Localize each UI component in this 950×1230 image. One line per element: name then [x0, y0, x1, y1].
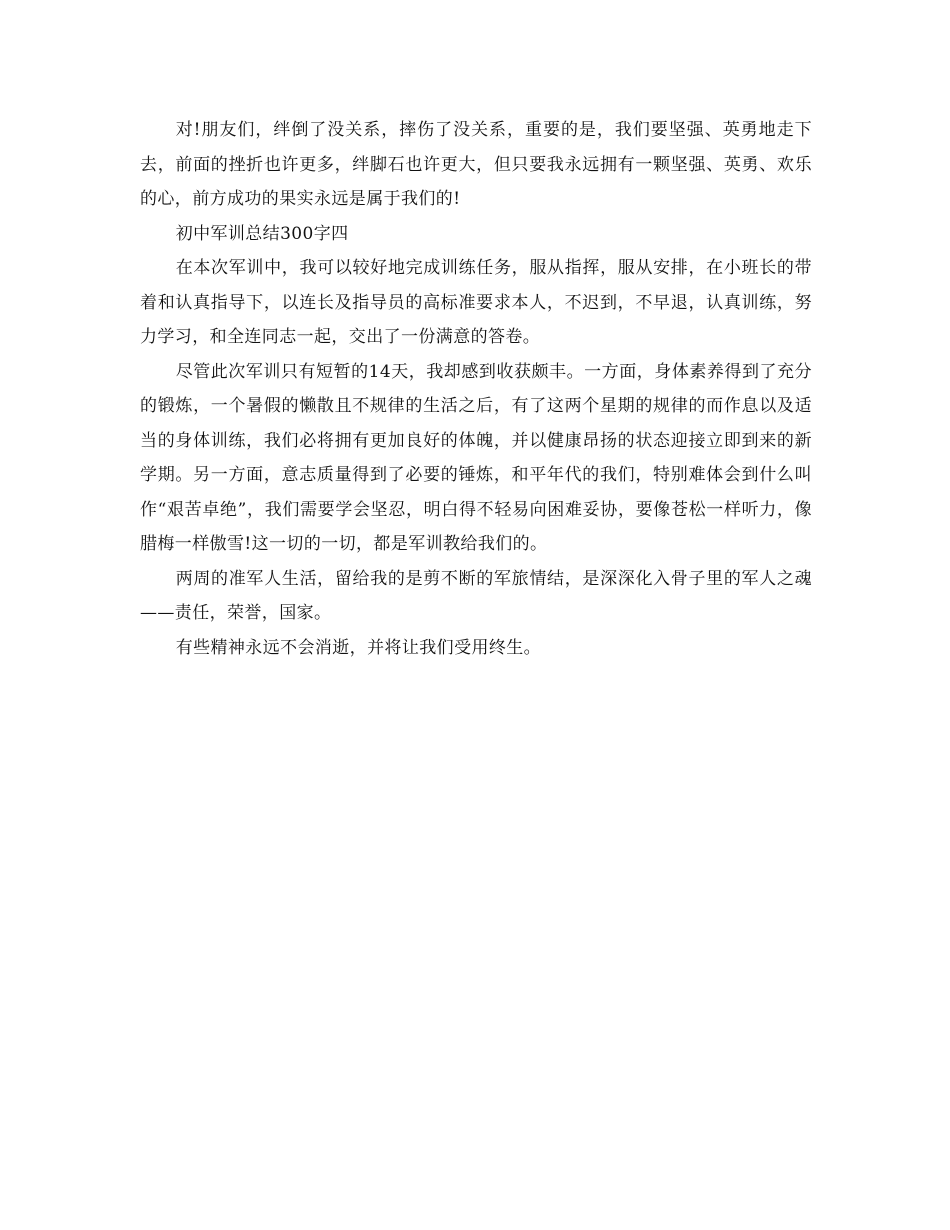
paragraph-training-performance: 在本次军训中，我可以较好地完成训练任务，服从指挥，服从安排，在小班长的带着和认真指导下，以连长及指导员的高标准要求本人，不迟到，不早退，认真训练，努力学习，和全连同志一起，交出了一份满意的答卷。 — [140, 258, 812, 347]
paragraph-closing: 有些精神永远不会消逝，并将让我们受用终生。 — [175, 637, 542, 658]
section-heading: 初中军训总结300字四 — [175, 223, 349, 244]
document-body — [140, 113, 812, 665]
paragraph-encouragement: 对!朋友们，绊倒了没关系，摔伤了没关系，重要的是，我们要坚强、英勇地走下去，前面的挫折也许更多，绊脚石也许更大，但只要我永远拥有一颗坚强、英勇、欢乐的心，前方成功的果实永远是属于我们的! — [140, 120, 812, 209]
paragraph-military-life: 两周的准军人生活，留给我的是剪不断的军旅情结，是深深化入骨子里的军人之魂——责任，荣誉，国家。 — [140, 568, 812, 623]
paragraph-harvest: 尽管此次军训只有短暂的14天，我却感到收获颇丰。一方面，身体素养得到了充分的锻炼，一个暑假的懒散且不规律的生活之后，有了这两个星期的规律的而作息以及适当的身体训练，我们必将拥有更加良好的体魄，并以健康昂扬的状态迎接立即到来的新学期。另一方面，意志质量得到了必要的锤炼，和平年代的我们，特别难体会到什么叫作“艰苦卓绝”，我们需要学会坚忍，明白得不轻易向困难妥协，要像苍松一样听力，像腊梅一样傲雪!这一切的一切，都是军训教给我们的。 — [140, 361, 812, 554]
